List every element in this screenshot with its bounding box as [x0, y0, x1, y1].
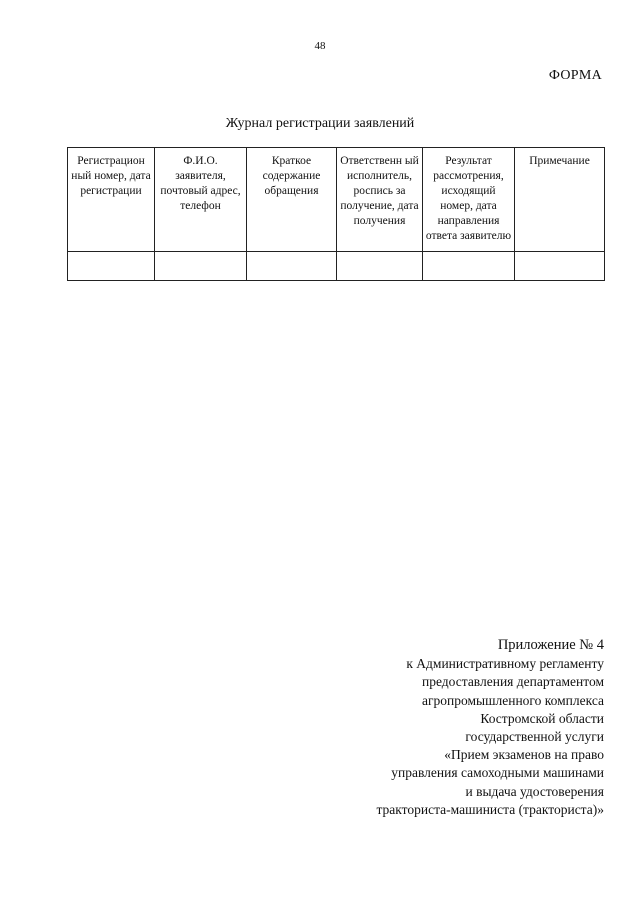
form-label: ФОРМА	[548, 68, 602, 83]
table-cell	[423, 252, 515, 281]
header-responsible-executor: Ответственн ый исполнитель, роспись за получение, дата получения	[337, 148, 423, 252]
appendix-line: Костромской области	[480, 710, 604, 726]
appendix-block	[284, 636, 604, 819]
table-cell	[337, 252, 423, 281]
appendix-line: к Административному регламенту	[406, 656, 604, 672]
table-cell	[515, 252, 605, 281]
table-cell	[247, 252, 337, 281]
header-summary: Краткое содержание обращения	[247, 148, 337, 252]
appendix-line: управления самоходными машинами	[391, 765, 604, 781]
appendix-line: агропромышленного комплекса	[422, 692, 604, 708]
page-number: 48	[314, 40, 326, 52]
header-note: Примечание	[515, 148, 605, 252]
table-cell	[68, 252, 155, 281]
appendix-line: предоставления департаментом	[422, 674, 604, 690]
header-applicant-name: Ф.И.О. заявителя, почтовый адрес, телефон	[155, 148, 247, 252]
header-result: Результат рассмотрения, исходящий номер, дата направления ответа заявителю	[423, 148, 515, 252]
header-registration-number: Регистрацион ный номер, дата регистрации	[68, 148, 155, 252]
registration-journal-table	[67, 147, 605, 281]
appendix-line: государственной услуги	[465, 729, 604, 745]
table-cell	[155, 252, 247, 281]
journal-title: Журнал регистрации заявлений	[225, 116, 415, 131]
appendix-line: Приложение № 4	[497, 637, 604, 653]
table-header-row	[68, 148, 605, 252]
appendix-line: тракториста-машиниста (тракториста)»	[376, 801, 604, 817]
appendix-line: и выдача удостоверения	[465, 783, 604, 799]
appendix-line: «Прием экзаменов на право	[444, 747, 604, 763]
table-row	[68, 252, 605, 281]
